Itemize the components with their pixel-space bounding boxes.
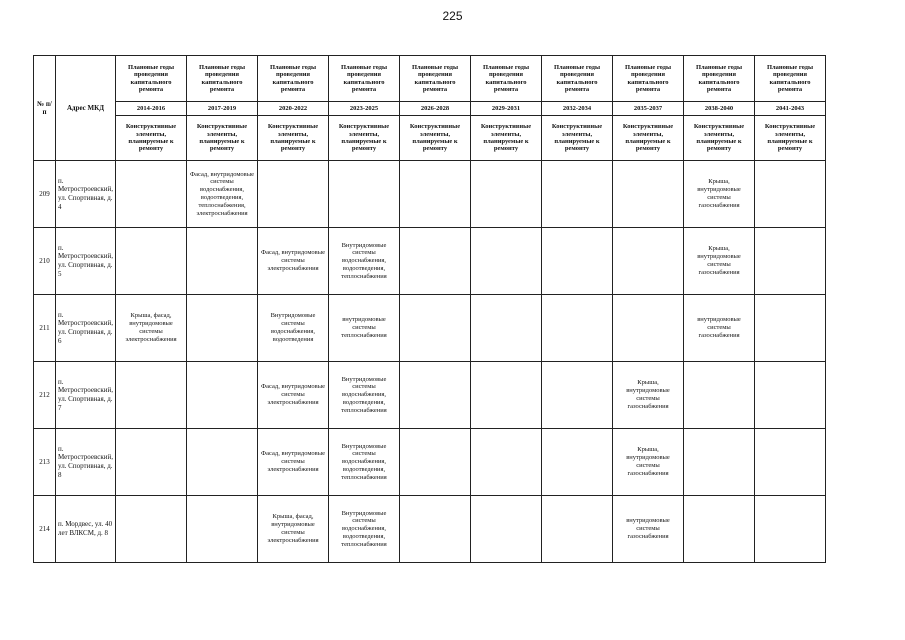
repair-elements-cell bbox=[755, 362, 826, 429]
row-address: п. Метростроевский, ул. Спортивная, д. 4 bbox=[56, 161, 116, 228]
header-period-title: Плановые годы проведения капитального ремонта bbox=[258, 56, 329, 102]
repair-elements-cell: Внутридомовые системы водоснабжения, водоотведения, теплоснабжения bbox=[329, 228, 400, 295]
table-row bbox=[34, 228, 826, 295]
repair-elements-cell bbox=[116, 228, 187, 295]
table-row bbox=[34, 161, 826, 228]
repair-elements-cell bbox=[400, 228, 471, 295]
repair-elements-cell bbox=[116, 161, 187, 228]
header-period-title: Плановые годы проведения капитального ремонта bbox=[542, 56, 613, 102]
header-period-title: Плановые годы проведения капитального ремонта bbox=[329, 56, 400, 102]
header-period-range: 2023-2025 bbox=[329, 102, 400, 116]
header-period-title: Плановые годы проведения капитального ремонта bbox=[613, 56, 684, 102]
repair-elements-cell: Внутридомовые системы водоснабжения, водоотведения bbox=[258, 295, 329, 362]
header-period-title: Плановые годы проведения капитального ремонта bbox=[400, 56, 471, 102]
repair-elements-cell: Крыша, фасад, внутридомовые системы электроснабжения bbox=[258, 496, 329, 563]
repair-elements-cell bbox=[471, 228, 542, 295]
header-period-range: 2017-2019 bbox=[187, 102, 258, 116]
repair-elements-cell: Крыша, фасад, внутридомовые системы электроснабжения bbox=[116, 295, 187, 362]
row-address: п. Метростроевский, ул. Спортивная, д. 5 bbox=[56, 228, 116, 295]
header-elements-label: Конструктивные элементы, планируемые к ремонту bbox=[187, 116, 258, 161]
header-elements-label: Конструктивные элементы, планируемые к ремонту bbox=[755, 116, 826, 161]
repair-elements-cell bbox=[471, 429, 542, 496]
table-header bbox=[34, 56, 826, 161]
table-row bbox=[34, 429, 826, 496]
repair-elements-cell: Внутридомовые системы водоснабжения, водоотведения, теплоснабжения bbox=[329, 429, 400, 496]
repair-elements-cell: Внутридомовые системы водоснабжения, водоотведения, теплоснабжения bbox=[329, 496, 400, 563]
repair-elements-cell bbox=[684, 362, 755, 429]
repair-elements-cell bbox=[471, 295, 542, 362]
repair-elements-cell bbox=[613, 228, 684, 295]
header-period-range: 2029-2031 bbox=[471, 102, 542, 116]
repair-elements-cell: Крыша, внутридомовые системы газоснабжения bbox=[613, 362, 684, 429]
repair-elements-cell bbox=[116, 496, 187, 563]
header-row-elements bbox=[34, 116, 826, 161]
header-period-range: 2020-2022 bbox=[258, 102, 329, 116]
repair-elements-cell bbox=[684, 496, 755, 563]
row-address: п. Метростроевский, ул. Спортивная, д. 7 bbox=[56, 362, 116, 429]
repair-elements-cell bbox=[400, 496, 471, 563]
repair-elements-cell bbox=[755, 228, 826, 295]
header-elements-label: Конструктивные элементы, планируемые к ремонту bbox=[542, 116, 613, 161]
repair-elements-cell bbox=[755, 295, 826, 362]
repair-elements-cell bbox=[116, 362, 187, 429]
repair-elements-cell bbox=[400, 429, 471, 496]
repair-elements-cell bbox=[187, 429, 258, 496]
header-period-range: 2038-2040 bbox=[684, 102, 755, 116]
repair-elements-cell bbox=[116, 429, 187, 496]
header-period-range: 2035-2037 bbox=[613, 102, 684, 116]
row-address: п. Метростроевский, ул. Спортивная, д. 8 bbox=[56, 429, 116, 496]
header-elements-label: Конструктивные элементы, планируемые к ремонту bbox=[613, 116, 684, 161]
header-period-title: Плановые годы проведения капитального ремонта bbox=[116, 56, 187, 102]
repair-elements-cell bbox=[542, 429, 613, 496]
repair-elements-cell: Внутридомовые системы водоснабжения, водоотведения, теплоснабжения bbox=[329, 362, 400, 429]
repair-elements-cell: внутридомовые системы газоснабжения bbox=[613, 496, 684, 563]
page-number: 225 bbox=[442, 9, 463, 23]
repair-elements-cell bbox=[755, 429, 826, 496]
header-elements-label: Конструктивные элементы, планируемые к ремонту bbox=[116, 116, 187, 161]
header-period-range: 2014-2016 bbox=[116, 102, 187, 116]
repair-elements-cell: Фасад, внутридомовые системы электроснабжения bbox=[258, 429, 329, 496]
repair-elements-cell bbox=[542, 496, 613, 563]
repair-elements-cell bbox=[542, 228, 613, 295]
header-period-range: 2041-2043 bbox=[755, 102, 826, 116]
capital-repair-schedule-table bbox=[33, 55, 826, 563]
header-period-title: Плановые годы проведения капитального ремонта bbox=[187, 56, 258, 102]
header-num: № п/п bbox=[34, 56, 56, 161]
header-elements-label: Конструктивные элементы, планируемые к ремонту bbox=[329, 116, 400, 161]
table-row bbox=[34, 362, 826, 429]
repair-elements-cell bbox=[542, 362, 613, 429]
table-row bbox=[34, 496, 826, 563]
repair-elements-cell bbox=[400, 295, 471, 362]
repair-elements-cell: Крыша, внутридомовые системы газоснабжения bbox=[613, 429, 684, 496]
repair-elements-cell bbox=[187, 362, 258, 429]
header-elements-label: Конструктивные элементы, планируемые к ремонту bbox=[684, 116, 755, 161]
header-row-titles bbox=[34, 56, 826, 102]
row-number: 209 bbox=[34, 161, 56, 228]
repair-elements-cell bbox=[471, 496, 542, 563]
header-period-title: Плановые годы проведения капитального ремонта bbox=[684, 56, 755, 102]
repair-elements-cell bbox=[684, 429, 755, 496]
row-number: 214 bbox=[34, 496, 56, 563]
repair-elements-cell bbox=[400, 362, 471, 429]
repair-elements-cell bbox=[613, 295, 684, 362]
header-period-title: Плановые годы проведения капитального ремонта bbox=[755, 56, 826, 102]
header-period-range: 2026-2028 bbox=[400, 102, 471, 116]
repair-elements-cell bbox=[542, 295, 613, 362]
repair-elements-cell bbox=[329, 161, 400, 228]
row-number: 212 bbox=[34, 362, 56, 429]
repair-elements-cell: Крыша, внутридомовые системы газоснабжения bbox=[684, 161, 755, 228]
repair-elements-cell bbox=[187, 295, 258, 362]
header-address: Адрес МКД bbox=[56, 56, 116, 161]
row-number: 213 bbox=[34, 429, 56, 496]
repair-elements-cell bbox=[755, 161, 826, 228]
repair-elements-cell bbox=[400, 161, 471, 228]
row-number: 211 bbox=[34, 295, 56, 362]
repair-elements-cell bbox=[187, 496, 258, 563]
header-row-periods bbox=[34, 102, 826, 116]
header-period-title: Плановые годы проведения капитального ремонта bbox=[471, 56, 542, 102]
repair-elements-cell bbox=[755, 496, 826, 563]
table-body bbox=[34, 161, 826, 563]
repair-elements-cell: Фасад, внутридомовые системы электроснабжения bbox=[258, 362, 329, 429]
repair-elements-cell: Крыша, внутридомовые системы газоснабжения bbox=[684, 228, 755, 295]
row-number: 210 bbox=[34, 228, 56, 295]
row-address: п. Метростроевский, ул. Спортивная, д. 6 bbox=[56, 295, 116, 362]
header-elements-label: Конструктивные элементы, планируемые к ремонту bbox=[400, 116, 471, 161]
repair-elements-cell bbox=[542, 161, 613, 228]
repair-elements-cell: внутридомовые системы теплоснабжения bbox=[329, 295, 400, 362]
header-elements-label: Конструктивные элементы, планируемые к ремонту bbox=[471, 116, 542, 161]
table-row bbox=[34, 295, 826, 362]
repair-elements-cell: Фасад, внутридомовые системы электроснабжения bbox=[258, 228, 329, 295]
header-elements-label: Конструктивные элементы, планируемые к ремонту bbox=[258, 116, 329, 161]
repair-elements-cell bbox=[187, 228, 258, 295]
repair-elements-cell bbox=[258, 161, 329, 228]
repair-elements-cell: внутридомовые системы газоснабжения bbox=[684, 295, 755, 362]
repair-elements-cell bbox=[471, 161, 542, 228]
repair-elements-cell bbox=[471, 362, 542, 429]
header-period-range: 2032-2034 bbox=[542, 102, 613, 116]
row-address: п. Мордвес, ул. 40 лет ВЛКСМ, д. 8 bbox=[56, 496, 116, 563]
repair-elements-cell bbox=[613, 161, 684, 228]
repair-elements-cell: Фасад, внутридомовые системы водоснабжения, водоотведения, теплоснабжения, электроснабжения bbox=[187, 161, 258, 228]
